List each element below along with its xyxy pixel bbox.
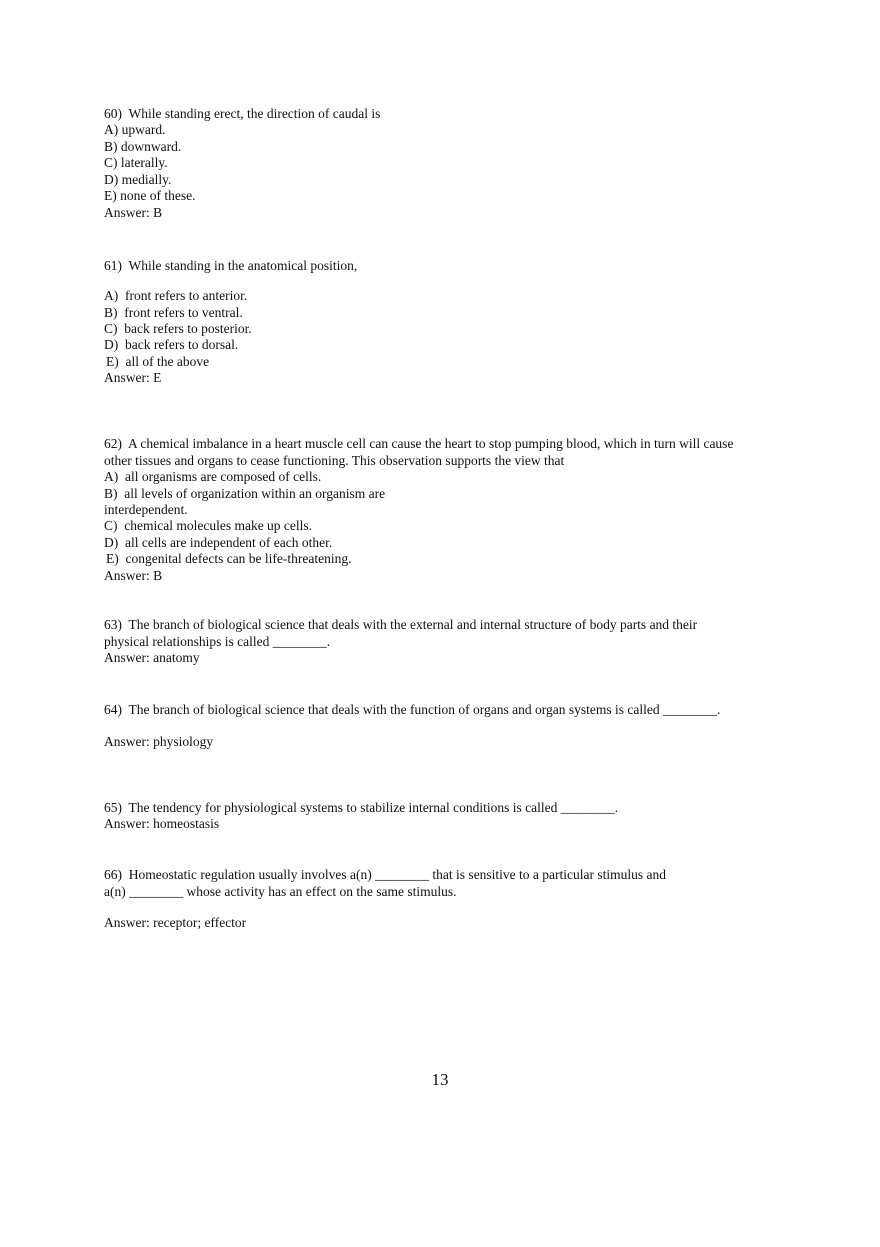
question-60-choice-c: C) laterally. xyxy=(104,155,168,170)
question-61-choice-d: D) back refers to dorsal. xyxy=(104,337,239,352)
question-61-choice-c: C) back refers to posterior. xyxy=(104,321,252,336)
question-61-choice-b: B) front refers to ventral. xyxy=(104,305,243,320)
question-65-stem: 65) The tendency for physiological systems to stabilize internal conditions is called ________. xyxy=(104,800,619,815)
question-60-stem: 60) While standing erect, the direction of caudal is xyxy=(104,106,381,121)
question-60-choice-a: A) upward. xyxy=(104,122,166,137)
question-62-choice-b-continued: interdependent. xyxy=(104,502,188,517)
question-61-answer: Answer: E xyxy=(104,370,162,385)
question-65-answer: Answer: homeostasis xyxy=(104,816,220,831)
question-60-answer: Answer: B xyxy=(104,205,163,220)
page-number: 13 xyxy=(431,1070,449,1089)
question-66-stem-line-2: a(n) ________ whose activity has an effect on the same stimulus. xyxy=(104,884,457,899)
question-62-stem-line-2: other tissues and organs to cease functioning. This observation supports the view that xyxy=(104,453,565,468)
question-63-stem-line-2: physical relationships is called ________. xyxy=(104,634,331,649)
question-62-stem-line-1: 62) A chemical imbalance in a heart muscle cell can cause the heart to stop pumping blood, which in turn will cause xyxy=(104,436,734,451)
question-66-stem-line-1: 66) Homeostatic regulation usually involves a(n) ________ that is sensitive to a particular stimulus and xyxy=(104,867,667,882)
question-66-answer: Answer: receptor; effector xyxy=(104,915,247,930)
question-61-choice-a: A) front refers to anterior. xyxy=(104,288,248,303)
question-61-choice-e: E) all of the above xyxy=(106,354,210,369)
question-64-answer: Answer: physiology xyxy=(104,734,214,749)
question-63-answer: Answer: anatomy xyxy=(104,650,200,665)
question-62-choice-d: D) all cells are independent of each other. xyxy=(104,535,333,550)
question-60-choice-e: E) none of these. xyxy=(104,188,196,203)
question-62-answer: Answer: B xyxy=(104,568,163,583)
question-64-stem: 64) The branch of biological science that deals with the function of organs and organ systems is called ________. xyxy=(104,702,721,717)
question-62-choice-a: A) all organisms are composed of cells. xyxy=(104,469,322,484)
question-60-choice-d: D) medially. xyxy=(104,172,172,187)
question-62-choice-c: C) chemical molecules make up cells. xyxy=(104,518,313,533)
question-61-stem: 61) While standing in the anatomical position, xyxy=(104,258,358,273)
question-62-choice-e: E) congenital defects can be life-threatening. xyxy=(106,551,352,566)
question-60-choice-b: B) downward. xyxy=(104,139,182,154)
question-63-stem-line-1: 63) The branch of biological science that deals with the external and internal structure of body parts and their xyxy=(104,617,698,632)
question-62-choice-b: B) all levels of organization within an organism are xyxy=(104,486,386,501)
